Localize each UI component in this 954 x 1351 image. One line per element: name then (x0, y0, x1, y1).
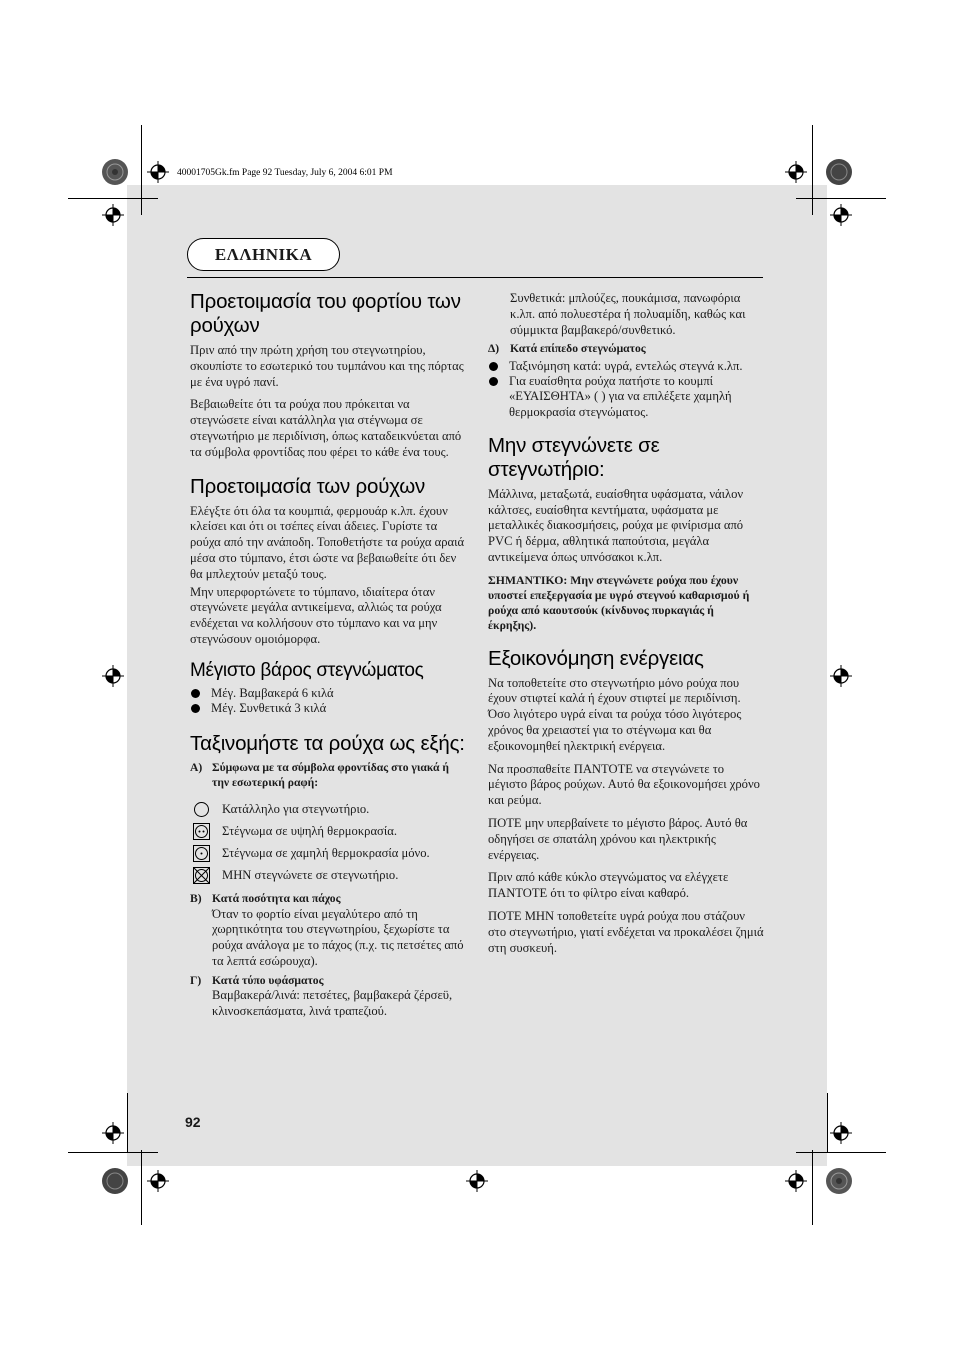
page-number: 92 (185, 1114, 201, 1130)
paragraph: Μην υπερφορτώνετε το τύμπανο, ιδιαίτερα όταν στεγνώνετε μεγάλα αντικείμενα, αλλιώς τα ρούχα ενδέχεται να κολλήσουν στο τύμπανο και να μην στεγνώσουν ομοιόμορφα. (190, 584, 442, 646)
registration-target-icon (102, 1122, 124, 1144)
list-item: Ταξινόμηση κατά: υγρά, εντελώς στεγνά κ.λπ. (488, 359, 764, 374)
file-info-header: 40001705Gk.fm Page 92 Tuesday, July 6, 2004 6:01 PM (177, 168, 393, 178)
list-item: Μέγ. Συνθετικά 3 κιλά (190, 701, 466, 716)
subsection-g-text: Βαμβακερά/λινά: πετσέτες, βαμβακερά ζέρσεϋ, κλινοσκεπάσματα, λινά τραπεζιού. (212, 988, 453, 1019)
color-registration-disc-icon (102, 159, 128, 185)
tumble-dry-low-icon (193, 845, 210, 862)
tumble-dry-ok-icon (193, 801, 210, 818)
bullet-icon (191, 704, 200, 713)
right-column (488, 291, 764, 963)
bullet-icon (489, 362, 498, 371)
do-not-tumble-dry-icon (193, 867, 210, 884)
registration-target-icon (102, 204, 124, 226)
tumble-dry-high-icon (193, 823, 210, 840)
section-title-prepare-load: Προετοιμασία του φορτίου των ρούχων (190, 290, 461, 337)
section-title-do-not-dry: Μην στεγνώνετε σε στεγνωτήριο: (488, 433, 660, 481)
crop-mark (141, 1150, 142, 1225)
drying-level-list (488, 359, 764, 420)
crop-mark (141, 125, 142, 215)
paragraph: Να προσπαθείτε ΠΑΝΤΟΤΕ να στεγνώνετε το μέγιστο βάρος ρούχων. Αυτό θα εξοικονομήσει χρόνο και ρεύμα. (488, 761, 760, 808)
crop-mark (812, 125, 813, 215)
care-symbol-row: ΜΗΝ στεγνώνετε σε στεγνωτήριο. (190, 864, 466, 886)
color-registration-disc-icon (826, 1168, 852, 1194)
paragraph: Ελέγξτε ότι όλα τα κουμπιά, φερμουάρ κ.λπ. έχουν κλείσει και ότι οι τσέπες είναι άδειες. Γυρίστε τα ρούχα από την ανάποδη. Τοποθετήστε τα ρούχα αραιά μέσα στο τύμπανο, έτσι ώστε να βεβαιωθείτε ότι δεν θα μπλεχτούν μεταξύ τους. (190, 503, 465, 581)
registration-target-icon (147, 1170, 169, 1192)
crop-mark (827, 1093, 828, 1153)
subsection-d: Δ) Κατά επίπεδο στεγνώματος (488, 342, 646, 356)
registration-target-icon (102, 665, 124, 687)
care-symbol-row: Στέγνωμα σε χαμηλή θερμοκρασία μόνο. (190, 842, 466, 864)
subsection-b-text: Όταν το φορτίο είναι μεγαλύτερο από τη χωρητικότητα του στεγνωτηρίου, ξεχωρίστε τα ρούχα ανάλογα με το πάχος (π.χ. τις πετσέτες από τα λεπτά εσώρουχα). (212, 906, 464, 969)
crop-mark (127, 1093, 128, 1153)
bullet-icon (489, 377, 498, 386)
paragraph: Μάλλινα, μεταξωτά, ευαίσθητα υφάσματα, νάιλον κάλτσες, ευαίσθητα κεντήματα, υφάσματα με μεταλλικές διακοσμήσεις, ρούχα με φινίρισμα από PVC ή δέρμα, αθλητικά παπούτσια, μεγάλα αντικείμενα όπως υπνόσακοι κ.λπ. (488, 486, 744, 564)
color-registration-disc-icon (102, 1168, 128, 1194)
list-item: Για ευαίσθητα ρούχα πατήστε το κουμπί «ΕΥΑΙΣΘΗΤΑ» ( ) για να επιλέξετε χαμηλή θερμοκρασία στεγνώματος. (488, 374, 764, 420)
crop-mark (796, 1152, 886, 1153)
section-title-sort-clothes: Ταξινομήστε τα ρούχα ως εξής: (190, 732, 465, 756)
crop-mark (68, 198, 158, 199)
registration-target-icon (830, 1122, 852, 1144)
registration-target-icon (830, 204, 852, 226)
crop-mark (68, 1152, 158, 1153)
crop-mark (812, 1150, 813, 1225)
crop-mark (796, 198, 886, 199)
max-weight-list (190, 686, 466, 716)
important-notice: ΣΗΜΑΝΤΙΚΟ: Μην στεγνώνετε ρούχα που έχουν υποστεί επεξεργασία με υγρό στεγνού καθαρισμού ή ρούχα από καουτσούκ (κίνδυνος πυρκαγιάς ή έκρηξης). (488, 572, 750, 632)
paragraph: Βεβαιωθείτε ότι τα ρούχα που πρόκειται να στεγνώσετε είναι κατάλληλα για στέγνωμα σε στεγνωτήριο με περιδίνιση, όπως καταδεικνύεται από τα σύμβολα φροντίδας που φέρει το κάθε ένα τους. (190, 397, 462, 459)
paragraph: Πριν από κάθε κύκλο στεγνώματος να ελέγχετε ΠΑΝΤΟΤΕ ότι το φίλτρο είναι καθαρό. (488, 870, 729, 901)
registration-target-icon (147, 161, 169, 183)
section-title-energy-saving: Εξοικονόμηση ενέργειας (488, 646, 704, 670)
subsection-g-continued: Συνθετικά: μπλούζες, πουκάμισα, πανωφόρια κ.λπ. από πολυεστέρα ή πολυαμίδη, καθώς και σύμμικτα βαμβακερό/συνθετικό. (510, 291, 746, 337)
list-item: Μέγ. Βαμβακερά 6 κιλά (190, 686, 466, 701)
care-symbol-row: Στέγνωμα σε υψηλή θερμοκρασία. (190, 820, 466, 842)
subsection-a: Α) Σύμφωνα με τα σύμβολα φροντίδας στο γιακά ή την εσωτερική ραφή: (190, 761, 449, 789)
paragraph: Πριν από την πρώτη χρήση του στεγνωτηρίου, σκουπίστε το εσωτερικό του τυμπάνου και της πόρτας με ένα υγρό πανί. (190, 343, 464, 389)
left-column (190, 290, 466, 1024)
registration-target-icon (785, 161, 807, 183)
bullet-icon (191, 689, 200, 698)
section-title-max-weight: Μέγιστο βάρος στεγνώματος (190, 659, 424, 681)
care-symbol-row: Κατάλληλο για στεγνωτήριο. (190, 798, 466, 820)
language-tab: ΕΛΛΗΝΙΚΑ (187, 238, 340, 271)
registration-target-icon (785, 1170, 807, 1192)
paragraph: ΠΟΤΕ μην υπερβαίνετε το μέγιστο βάρος. Αυτό θα οδηγήσει σε σπατάλη χρόνου και ηλεκτρικής ενέργειας. (488, 816, 748, 862)
header-rule (187, 277, 763, 278)
paragraph: ΠΟΤΕ ΜΗΝ τοποθετείτε υγρά ρούχα που στάζουν στο στεγνωτήριο, γιατί ενδέχεται να προκαλέσει ζημιά στη συσκευή. (488, 909, 764, 955)
registration-target-icon (466, 1170, 488, 1192)
registration-target-icon (830, 665, 852, 687)
subsection-g: Γ) Κατά τύπο υφάσματος (190, 973, 324, 987)
color-registration-disc-icon (826, 159, 852, 185)
paragraph: Να τοποθετείτε στο στεγνωτήριο μόνο ρούχα που έχουν στιφτεί καλά ή έχουν στιφτεί με περιδίνιση. Όσο λιγότερο υγρά είναι τα ρούχα τόσο λιγότερος χρόνος θα χρειαστεί για το στέγνωμα και θα εξοικονομηθεί ηλεκτρική ενέργεια. (488, 675, 742, 753)
section-title-prepare-clothes: Προετοιμασία των ρούχων (190, 474, 426, 498)
care-symbol-list (190, 798, 466, 886)
subsection-b: Β) Κατά ποσότητα και πάχος (190, 892, 341, 906)
